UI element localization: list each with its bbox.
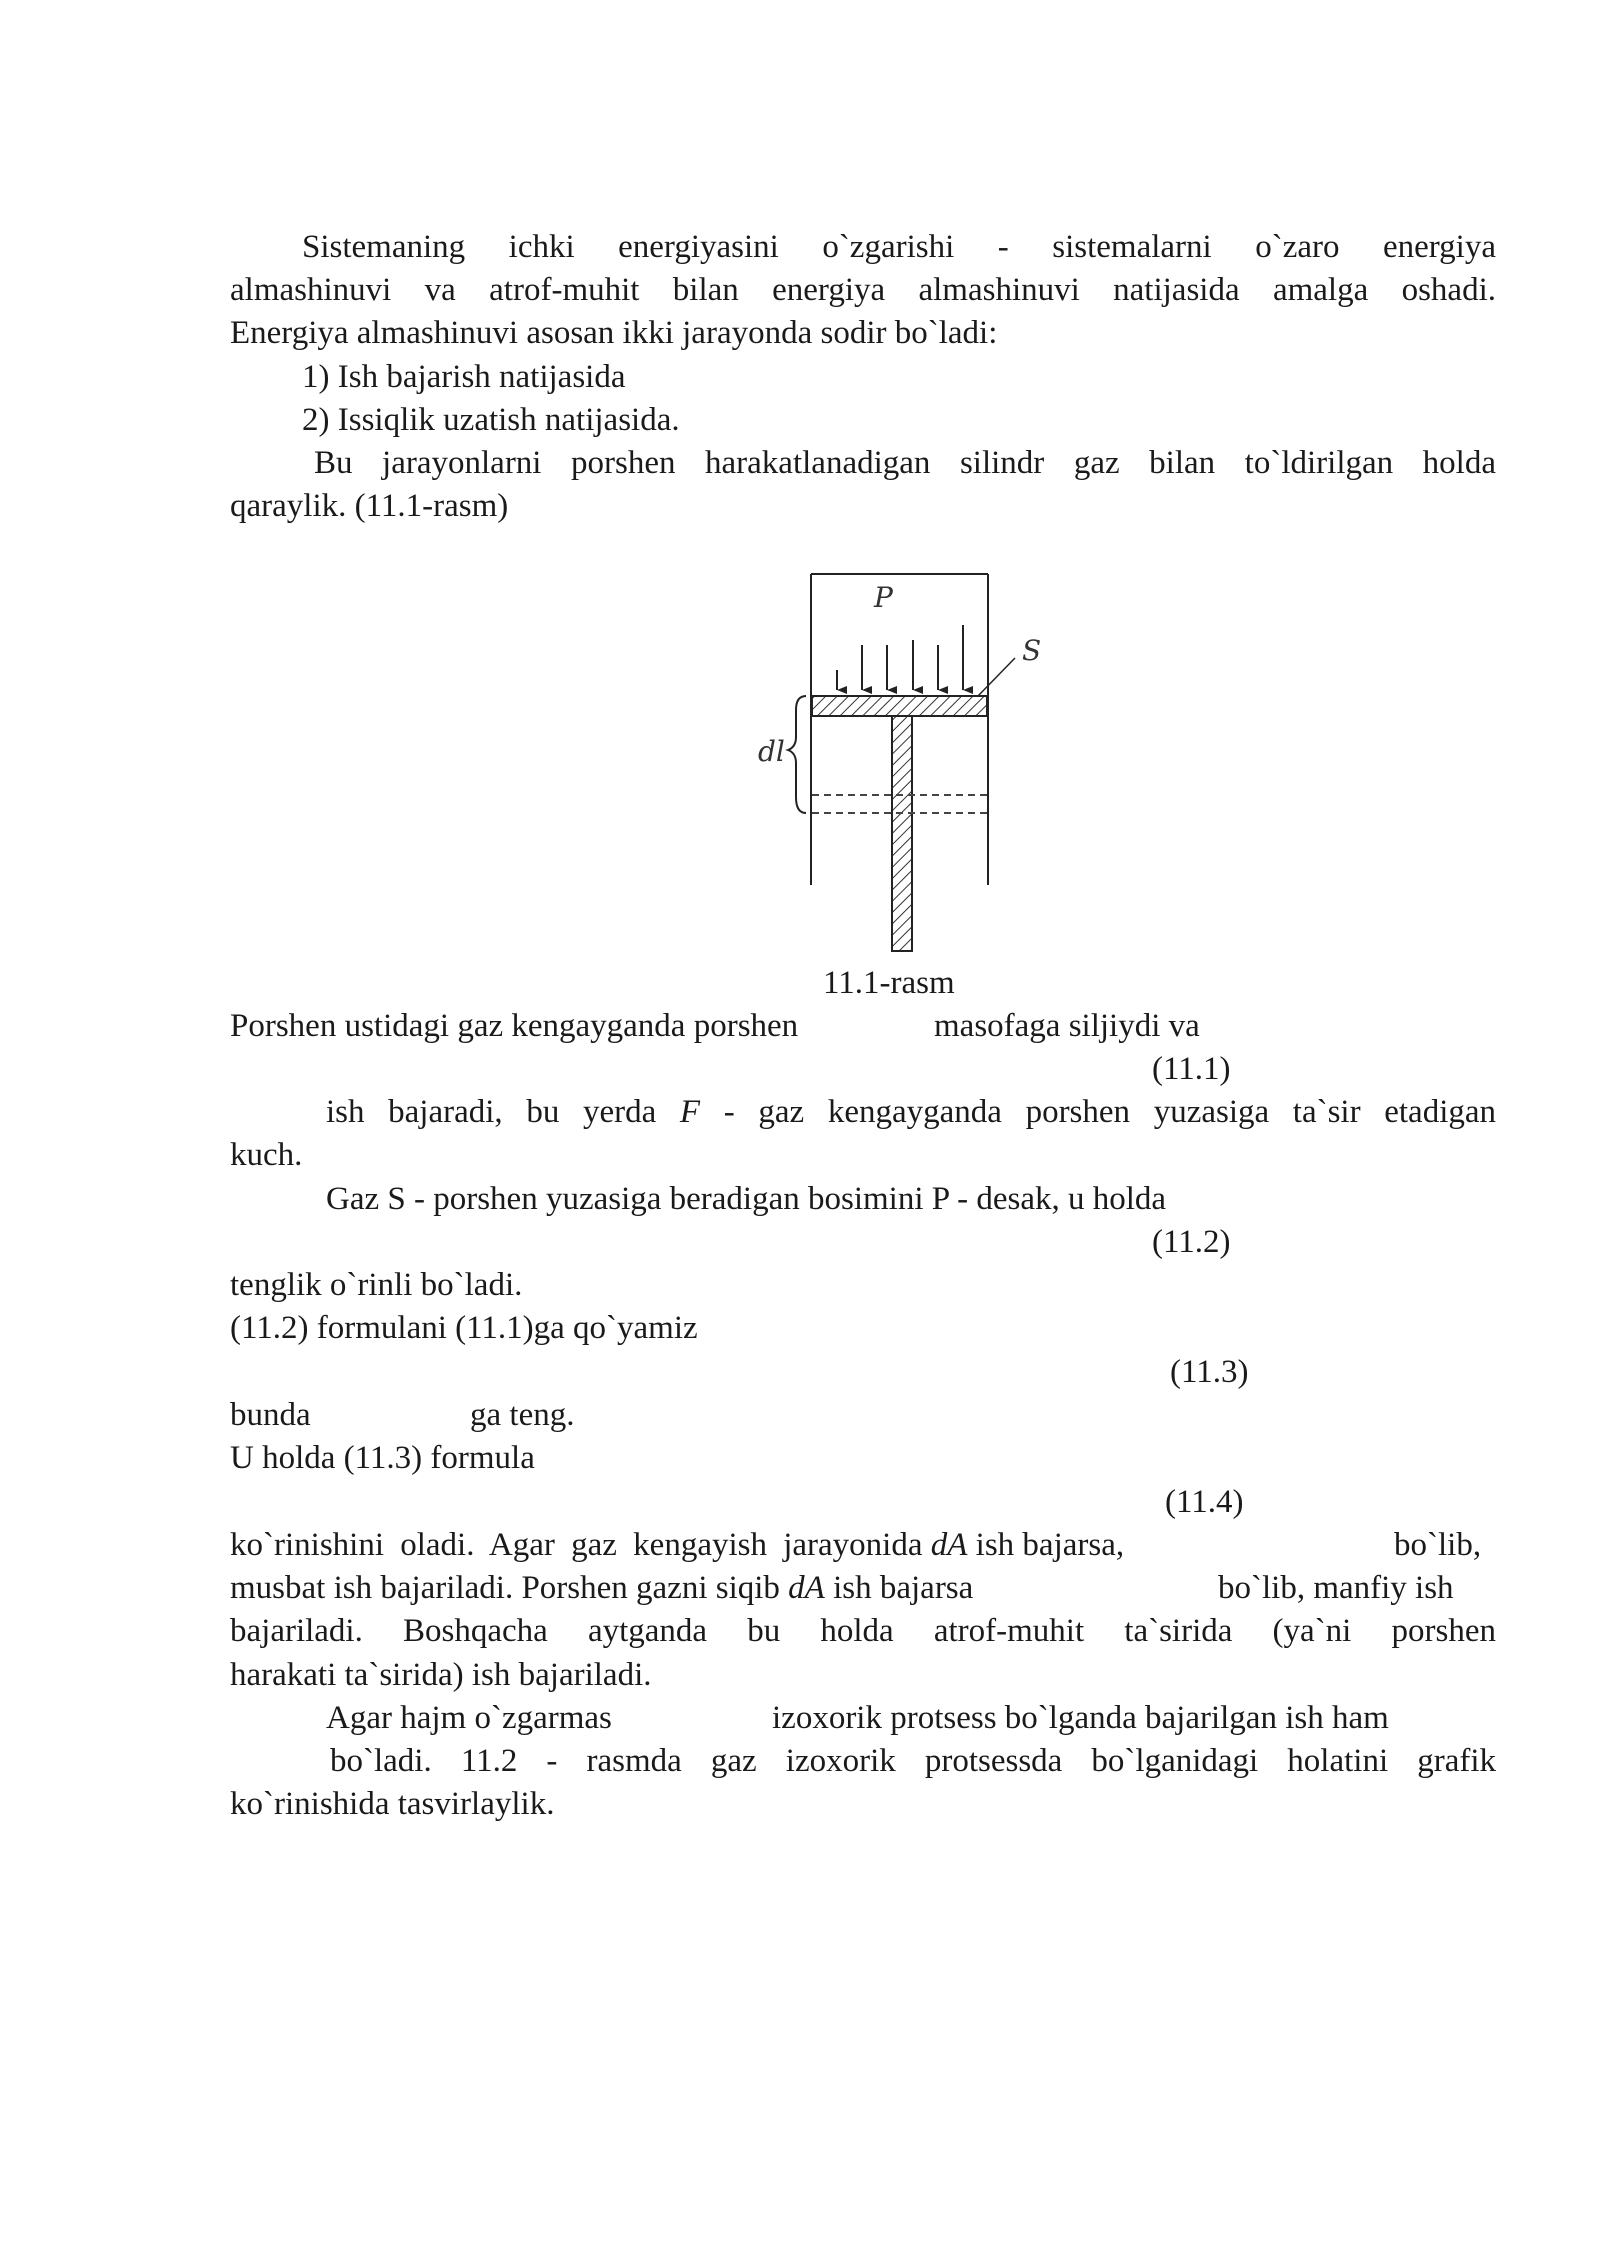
equation-number-11-4: (11.4) xyxy=(1165,1484,1244,1520)
paragraph-10-line-3: bajariladi. Boshqacha aytganda bu holda atrof-muhit ta`sirida (ya`ni porshen xyxy=(230,1613,1496,1649)
label-p: P xyxy=(874,581,893,614)
list-item-1: 1) Ish bajarish natijasida xyxy=(302,359,626,395)
figure-caption: 11.1-rasm xyxy=(823,965,955,1001)
dl-brace xyxy=(788,696,806,813)
paragraph-3-part-2: masofaga siljiydi va xyxy=(934,1008,1200,1044)
paragraph-11-line-2: bo`ladi. 11.2 - rasmda gaz izoxorik protsessda bo`lganidagi holatini grafik xyxy=(330,1743,1496,1779)
paragraph-4-part-1: ish bajaradi, bu yerda xyxy=(326,1094,657,1130)
paragraph-10-line-2-part-1: musbat ish bajariladi. Porshen gazni siqib dA ish bajarsa xyxy=(230,1570,974,1606)
paragraph-8-part-2: ga teng. xyxy=(470,1397,575,1433)
symbol-da-1: dA xyxy=(930,1527,968,1563)
label-s: S xyxy=(1022,634,1042,667)
paragraph-3-part-1: Porshen ustidagi gaz kengayganda porshen xyxy=(230,1008,799,1044)
paragraph-11-line-1-part-2: izoxorik protsess bo`lganda bajarilgan ish ham xyxy=(772,1700,1389,1736)
pressure-arrows xyxy=(837,625,963,690)
piston-cylinder-figure xyxy=(730,565,1042,965)
paragraph-11-line-3: ko`rinishida tasvirlaylik. xyxy=(230,1786,555,1822)
equation-number-11-3: (11.3) xyxy=(1170,1354,1249,1390)
paragraph-6: tenglik o`rinli bo`ladi. xyxy=(230,1267,523,1303)
paragraph-1-line-1: Sistemaning ichki energiyasini o`zgarishi - sistemalarni o`zaro energiya xyxy=(302,229,1496,265)
paragraph-2-line-1: Bu jarayonlarni porshen harakatlanadigan silindr gaz bilan to`ldirilgan holda xyxy=(314,445,1496,481)
paragraph-1-line-3: Energiya almashinuvi asosan ikki jarayonda sodir bo`ladi: xyxy=(230,315,998,351)
paragraph-4-line-1 xyxy=(326,1091,1496,1134)
paragraph-1-line-2: almashinuvi va atrof-muhit bilan energiya almashinuvi natijasida amalga oshadi. xyxy=(230,272,1496,308)
piston-head xyxy=(812,696,987,716)
paragraph-7: (11.2) formulani (11.1)ga qo`yamiz xyxy=(230,1310,698,1346)
piston-rod xyxy=(892,716,912,951)
paragraph-10-line-4: harakati ta`sirida) ish bajariladi. xyxy=(230,1657,652,1693)
symbol-da-2: dA xyxy=(788,1570,825,1606)
list-item-2: 2) Issiqlik uzatish natijasida. xyxy=(302,402,680,438)
label-dl: dl xyxy=(758,735,785,768)
symbol-f: F xyxy=(679,1094,701,1130)
paragraph-9: U holda (11.3) formula xyxy=(230,1440,535,1476)
s-leader-line xyxy=(978,658,1015,696)
paragraph-5: Gaz S - porshen yuzasiga beradigan bosimini P - desak, u holda xyxy=(326,1181,1167,1217)
paragraph-10-line-1-part-2: bo`lib, xyxy=(1394,1527,1482,1563)
paragraph-4-line-2: kuch. xyxy=(230,1137,303,1173)
paragraph-8-part-1: bunda xyxy=(230,1397,311,1433)
equation-number-11-2: (11.2) xyxy=(1152,1224,1231,1260)
paragraph-10-line-1-part-1: ko`rinishini oladi. Agar gaz kengayish jarayonida dA ish bajarsa, xyxy=(230,1527,1125,1563)
paragraph-2-line-2: qaraylik. (11.1-rasm) xyxy=(230,488,509,524)
equation-number-11-1: (11.1) xyxy=(1152,1051,1231,1087)
paragraph-4-part-2: - gaz kengayganda porshen yuzasiga ta`sir etadigan xyxy=(723,1094,1497,1130)
paragraph-10-line-2-part-2: bo`lib, manfiy ish xyxy=(1218,1570,1454,1606)
paragraph-11-line-1-part-1: Agar hajm o`zgarmas xyxy=(326,1700,612,1736)
